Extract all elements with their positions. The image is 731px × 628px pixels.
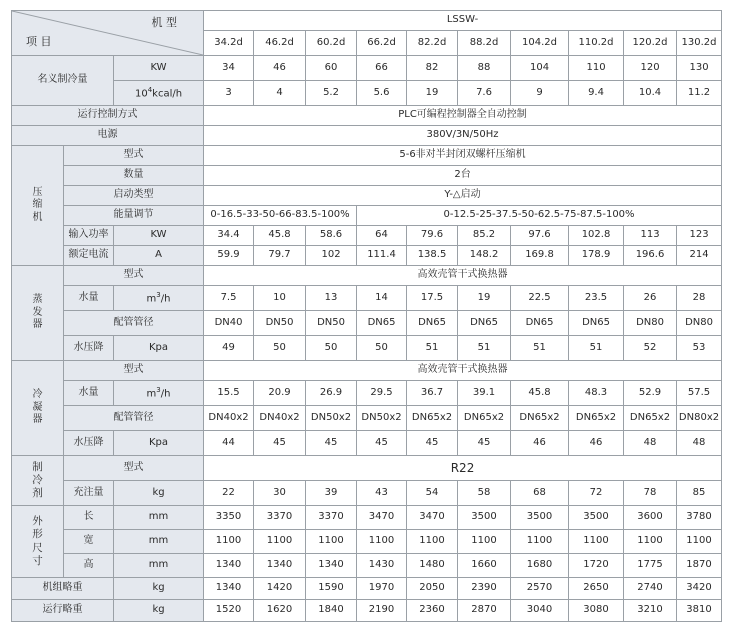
value-cell: 13	[306, 286, 357, 311]
evaporator-pipe-row	[12, 311, 722, 336]
model-cell: 46.2d	[254, 31, 306, 56]
value-cell: 59.9	[204, 246, 254, 266]
value-cell: 26.9	[306, 381, 357, 406]
value-cell: 36.7	[407, 381, 458, 406]
value-cell: 1100	[407, 530, 458, 554]
value-cell: 1520	[204, 600, 254, 622]
value-cell: 49	[204, 336, 254, 361]
height-label: 高	[64, 554, 114, 578]
condenser-title-3: 器	[32, 414, 43, 426]
evaporator-type-label: 型式	[64, 266, 204, 286]
run-weight-label: 运行略重	[12, 600, 114, 622]
value-cell: 3780	[677, 506, 722, 530]
refrigerant-type-value: R22	[204, 456, 722, 481]
value-cell: 1100	[458, 530, 511, 554]
value-cell: DN50	[254, 311, 306, 336]
power-label: 电源	[12, 126, 204, 146]
kcal-rest: kcal/h	[152, 87, 183, 99]
value-cell: DN80	[624, 311, 677, 336]
condenser-pipe-label: 配管管径	[64, 406, 204, 431]
condenser-section-title	[12, 361, 64, 456]
evaporator-water-unit	[114, 286, 204, 311]
value-cell: 45.8	[511, 381, 569, 406]
value-cell: 82	[407, 56, 458, 81]
value-cell: 64	[357, 226, 407, 246]
value-cell: 7.5	[204, 286, 254, 311]
condenser-water-unit	[114, 381, 204, 406]
value-cell: 3500	[511, 506, 569, 530]
value-cell: 22.5	[511, 286, 569, 311]
m3-base: m	[146, 387, 157, 399]
compressor-section-title	[12, 146, 64, 266]
value-cell: 111.4	[357, 246, 407, 266]
value-cell: 169.8	[511, 246, 569, 266]
value-cell: 45.8	[254, 226, 306, 246]
dimensions-title-2: 形	[32, 528, 43, 541]
m3-base: m	[146, 292, 157, 304]
value-cell: 1870	[677, 554, 722, 578]
value-cell: 30	[254, 481, 306, 506]
value-cell: 5.2	[306, 81, 357, 106]
value-cell: DN65x2	[511, 406, 569, 431]
value-cell: 1420	[254, 578, 306, 600]
value-cell: 2050	[407, 578, 458, 600]
value-cell: 7.6	[458, 81, 511, 106]
evaporator-section-title	[12, 266, 64, 361]
value-cell: DN65x2	[569, 406, 624, 431]
compressor-cap-value-2: 0-12.5-25-37.5-50-62.5-75-87.5-100%	[357, 206, 722, 226]
width-label: 宽	[64, 530, 114, 554]
value-cell: DN40	[204, 311, 254, 336]
value-cell: 46	[569, 431, 624, 456]
model-cell: 110.2d	[569, 31, 624, 56]
length-row	[12, 506, 722, 530]
value-cell: 178.9	[569, 246, 624, 266]
evaporator-water-label: 水量	[64, 286, 114, 311]
value-cell: 46	[511, 431, 569, 456]
dimensions-section-title	[12, 506, 64, 578]
value-cell: 1100	[254, 530, 306, 554]
value-cell: DN65	[511, 311, 569, 336]
value-cell: 45	[357, 431, 407, 456]
dimensions-title-4: 寸	[32, 554, 43, 567]
value-cell: 79.6	[407, 226, 458, 246]
value-cell: 1100	[569, 530, 624, 554]
condenser-type-row	[12, 361, 722, 381]
refrigerant-type-label: 型式	[64, 456, 204, 481]
value-cell: 110	[569, 56, 624, 81]
value-cell: 51	[511, 336, 569, 361]
value-cell: DN80	[677, 311, 722, 336]
model-cell: 120.2d	[624, 31, 677, 56]
cooling-kw-unit: KW	[114, 56, 204, 81]
item-label: 项 目	[26, 35, 52, 49]
compressor-type-row	[12, 146, 722, 166]
refrigerant-title-3: 剂	[32, 487, 43, 500]
value-cell: 48	[624, 431, 677, 456]
value-cell: DN50x2	[357, 406, 407, 431]
value-cell: 138.5	[407, 246, 458, 266]
value-cell: 104	[511, 56, 569, 81]
evaporator-title-3: 器	[32, 319, 43, 331]
model-cell: 82.2d	[407, 31, 458, 56]
value-cell: DN65	[407, 311, 458, 336]
compressor-input-unit: KW	[114, 226, 204, 246]
value-cell: 2650	[569, 578, 624, 600]
value-cell: 43	[357, 481, 407, 506]
value-cell: DN50x2	[306, 406, 357, 431]
compressor-start-label: 启动类型	[64, 186, 204, 206]
refrigerant-charge-label: 充注量	[64, 481, 114, 506]
value-cell: 2740	[624, 578, 677, 600]
value-cell: 72	[569, 481, 624, 506]
cooling-kw-row	[12, 56, 722, 81]
unit-weight-unit: kg	[114, 578, 204, 600]
header-corner	[12, 11, 204, 56]
value-cell: 88	[458, 56, 511, 81]
refrigerant-title-1: 制	[32, 460, 43, 473]
value-cell: 22	[204, 481, 254, 506]
value-cell: 54	[407, 481, 458, 506]
value-cell: DN65x2	[458, 406, 511, 431]
evaporator-drop-unit: Kpa	[114, 336, 204, 361]
unit-weight-label: 机组略重	[12, 578, 114, 600]
value-cell: 4	[254, 81, 306, 106]
value-cell: 2190	[357, 600, 407, 622]
value-cell: 3080	[569, 600, 624, 622]
compressor-qty-value: 2台	[204, 166, 722, 186]
value-cell: 85.2	[458, 226, 511, 246]
value-cell: 15.5	[204, 381, 254, 406]
compressor-qty-label: 数量	[64, 166, 204, 186]
series-name: LSSW-	[204, 11, 722, 31]
value-cell: 51	[458, 336, 511, 361]
value-cell: 196.6	[624, 246, 677, 266]
value-cell: 17.5	[407, 286, 458, 311]
value-cell: 1660	[458, 554, 511, 578]
value-cell: 9.4	[569, 81, 624, 106]
width-unit: mm	[114, 530, 204, 554]
value-cell: 1775	[624, 554, 677, 578]
m3-exp: 3	[156, 385, 161, 394]
value-cell: 19	[407, 81, 458, 106]
model-cell: 88.2d	[458, 31, 511, 56]
value-cell: 214	[677, 246, 722, 266]
compressor-start-value: Y-△启动	[204, 186, 722, 206]
value-cell: 3	[204, 81, 254, 106]
compressor-input-row	[12, 226, 722, 246]
model-cell: 34.2d	[204, 31, 254, 56]
value-cell: 3500	[458, 506, 511, 530]
value-cell: 1340	[204, 554, 254, 578]
value-cell: 34	[204, 56, 254, 81]
condenser-pipe-row	[12, 406, 722, 431]
value-cell: 78	[624, 481, 677, 506]
value-cell: 3810	[677, 600, 722, 622]
power-value: 380V/3N/50Hz	[204, 126, 722, 146]
compressor-input-label: 输入功率	[64, 226, 114, 246]
m3-rest: /h	[160, 292, 171, 304]
evaporator-title-1: 蒸	[32, 294, 43, 306]
run-weight-row	[12, 600, 722, 622]
value-cell: 1430	[357, 554, 407, 578]
value-cell: 3500	[569, 506, 624, 530]
value-cell: DN80x2	[677, 406, 722, 431]
m3-exp: 3	[156, 290, 161, 299]
model-label: 机 型	[151, 16, 178, 29]
value-cell: 1100	[511, 530, 569, 554]
value-cell: 50	[357, 336, 407, 361]
value-cell: 123	[677, 226, 722, 246]
run-weight-unit: kg	[114, 600, 204, 622]
value-cell: 1840	[306, 600, 357, 622]
condenser-type-label: 型式	[64, 361, 204, 381]
dimensions-title-1: 外	[32, 515, 43, 528]
height-unit: mm	[114, 554, 204, 578]
compressor-qty-row	[12, 166, 722, 186]
compressor-title-2: 缩	[32, 199, 43, 211]
value-cell: 3420	[677, 578, 722, 600]
value-cell: 1680	[511, 554, 569, 578]
value-cell: 39	[306, 481, 357, 506]
value-cell: 1970	[357, 578, 407, 600]
value-cell: 1100	[357, 530, 407, 554]
value-cell: 58	[458, 481, 511, 506]
value-cell: DN65x2	[407, 406, 458, 431]
value-cell: 34.4	[204, 226, 254, 246]
value-cell: 14	[357, 286, 407, 311]
model-cell: 104.2d	[511, 31, 569, 56]
compressor-cap-label: 能量调节	[64, 206, 204, 226]
control-label: 运行控制方式	[12, 106, 204, 126]
refrigerant-charge-row	[12, 481, 722, 506]
model-cell: 66.2d	[357, 31, 407, 56]
value-cell: 19	[458, 286, 511, 311]
value-cell: 1100	[306, 530, 357, 554]
cooling-label: 名义制冷量	[12, 56, 114, 106]
value-cell: 68	[511, 481, 569, 506]
compressor-title-3: 机	[32, 211, 43, 223]
value-cell: 1590	[306, 578, 357, 600]
value-cell: 52.9	[624, 381, 677, 406]
refrigerant-title-2: 冷	[32, 473, 43, 486]
m3-rest: /h	[160, 387, 171, 399]
compressor-cap-value-1: 0-16.5-33-50-66-83.5-100%	[204, 206, 357, 226]
condenser-drop-row	[12, 431, 722, 456]
compressor-cap-row	[12, 206, 722, 226]
value-cell: 3470	[357, 506, 407, 530]
value-cell: 39.1	[458, 381, 511, 406]
value-cell: 45	[306, 431, 357, 456]
value-cell: 2570	[511, 578, 569, 600]
condenser-water-label: 水量	[64, 381, 114, 406]
length-label: 长	[64, 506, 114, 530]
value-cell: 3370	[254, 506, 306, 530]
value-cell: 2360	[407, 600, 458, 622]
condenser-water-row	[12, 381, 722, 406]
compressor-type-value: 5-6非对半封闭双螺杆压缩机	[204, 146, 722, 166]
unit-weight-row	[12, 578, 722, 600]
condenser-title-1: 冷	[32, 389, 43, 401]
compressor-title-1: 压	[32, 186, 43, 198]
value-cell: DN65x2	[624, 406, 677, 431]
value-cell: DN65	[458, 311, 511, 336]
value-cell: 3210	[624, 600, 677, 622]
value-cell: 51	[569, 336, 624, 361]
power-row	[12, 126, 722, 146]
value-cell: DN40x2	[204, 406, 254, 431]
value-cell: 97.6	[511, 226, 569, 246]
length-unit: mm	[114, 506, 204, 530]
value-cell: 120	[624, 56, 677, 81]
value-cell: 10.4	[624, 81, 677, 106]
value-cell: 10	[254, 286, 306, 311]
value-cell: 3040	[511, 600, 569, 622]
compressor-type-label: 型式	[64, 146, 204, 166]
value-cell: 1720	[569, 554, 624, 578]
refrigerant-charge-unit: kg	[114, 481, 204, 506]
value-cell: 29.5	[357, 381, 407, 406]
refrigerant-type-row	[12, 456, 722, 481]
model-cell: 60.2d	[306, 31, 357, 56]
dimensions-title-3: 尺	[32, 541, 43, 554]
value-cell: 1100	[204, 530, 254, 554]
value-cell: 5.6	[357, 81, 407, 106]
value-cell: 28	[677, 286, 722, 311]
value-cell: 53	[677, 336, 722, 361]
evaporator-pipe-label: 配管管径	[64, 311, 204, 336]
evaporator-type-row	[12, 266, 722, 286]
value-cell: 3470	[407, 506, 458, 530]
kcal-exp: 4	[147, 85, 153, 94]
value-cell: 46	[254, 56, 306, 81]
evaporator-type-value: 高效壳管干式换热器	[204, 266, 722, 286]
value-cell: 23.5	[569, 286, 624, 311]
control-row	[12, 106, 722, 126]
value-cell: 85	[677, 481, 722, 506]
value-cell: 1340	[306, 554, 357, 578]
value-cell: 26	[624, 286, 677, 311]
evaporator-water-row	[12, 286, 722, 311]
value-cell: 1100	[677, 530, 722, 554]
spec-table	[11, 10, 722, 622]
value-cell: 66	[357, 56, 407, 81]
value-cell: 1480	[407, 554, 458, 578]
value-cell: 11.2	[677, 81, 722, 106]
value-cell: 45	[458, 431, 511, 456]
evaporator-drop-row	[12, 336, 722, 361]
kcal-base: 10	[134, 87, 148, 99]
value-cell: 1620	[254, 600, 306, 622]
value-cell: 9	[511, 81, 569, 106]
value-cell: 3370	[306, 506, 357, 530]
compressor-current-unit: A	[114, 246, 204, 266]
value-cell: 1340	[204, 578, 254, 600]
value-cell: 1340	[254, 554, 306, 578]
cooling-kcal-unit	[114, 81, 204, 106]
condenser-drop-unit: Kpa	[114, 431, 204, 456]
refrigerant-section-title	[12, 456, 64, 506]
value-cell: 113	[624, 226, 677, 246]
value-cell: DN65	[569, 311, 624, 336]
width-row	[12, 530, 722, 554]
height-row	[12, 554, 722, 578]
value-cell: 3350	[204, 506, 254, 530]
value-cell: 57.5	[677, 381, 722, 406]
header-row	[12, 11, 722, 31]
value-cell: 102.8	[569, 226, 624, 246]
value-cell: 148.2	[458, 246, 511, 266]
value-cell: 45	[254, 431, 306, 456]
value-cell: 20.9	[254, 381, 306, 406]
cooling-kcal-row	[12, 81, 722, 106]
compressor-current-label: 额定电流	[64, 246, 114, 266]
compressor-start-row	[12, 186, 722, 206]
value-cell: 52	[624, 336, 677, 361]
evaporator-drop-label: 水压降	[64, 336, 114, 361]
value-cell: 79.7	[254, 246, 306, 266]
value-cell: 1100	[624, 530, 677, 554]
value-cell: 48.3	[569, 381, 624, 406]
value-cell: DN65	[357, 311, 407, 336]
evaporator-title-2: 发	[32, 306, 43, 318]
value-cell: 3600	[624, 506, 677, 530]
value-cell: 48	[677, 431, 722, 456]
value-cell: 130	[677, 56, 722, 81]
condenser-type-value: 高效壳管干式换热器	[204, 361, 722, 381]
value-cell: 45	[407, 431, 458, 456]
compressor-current-row	[12, 246, 722, 266]
value-cell: 102	[306, 246, 357, 266]
condenser-title-2: 凝	[32, 401, 43, 413]
value-cell: 50	[306, 336, 357, 361]
value-cell: DN50	[306, 311, 357, 336]
value-cell: 2390	[458, 578, 511, 600]
value-cell: 50	[254, 336, 306, 361]
control-value: PLC可编程控制器全自动控制	[204, 106, 722, 126]
value-cell: 58.6	[306, 226, 357, 246]
value-cell: 60	[306, 56, 357, 81]
condenser-drop-label: 水压降	[64, 431, 114, 456]
value-cell: DN40x2	[254, 406, 306, 431]
value-cell: 2870	[458, 600, 511, 622]
model-cell: 130.2d	[677, 31, 722, 56]
value-cell: 51	[407, 336, 458, 361]
value-cell: 44	[204, 431, 254, 456]
